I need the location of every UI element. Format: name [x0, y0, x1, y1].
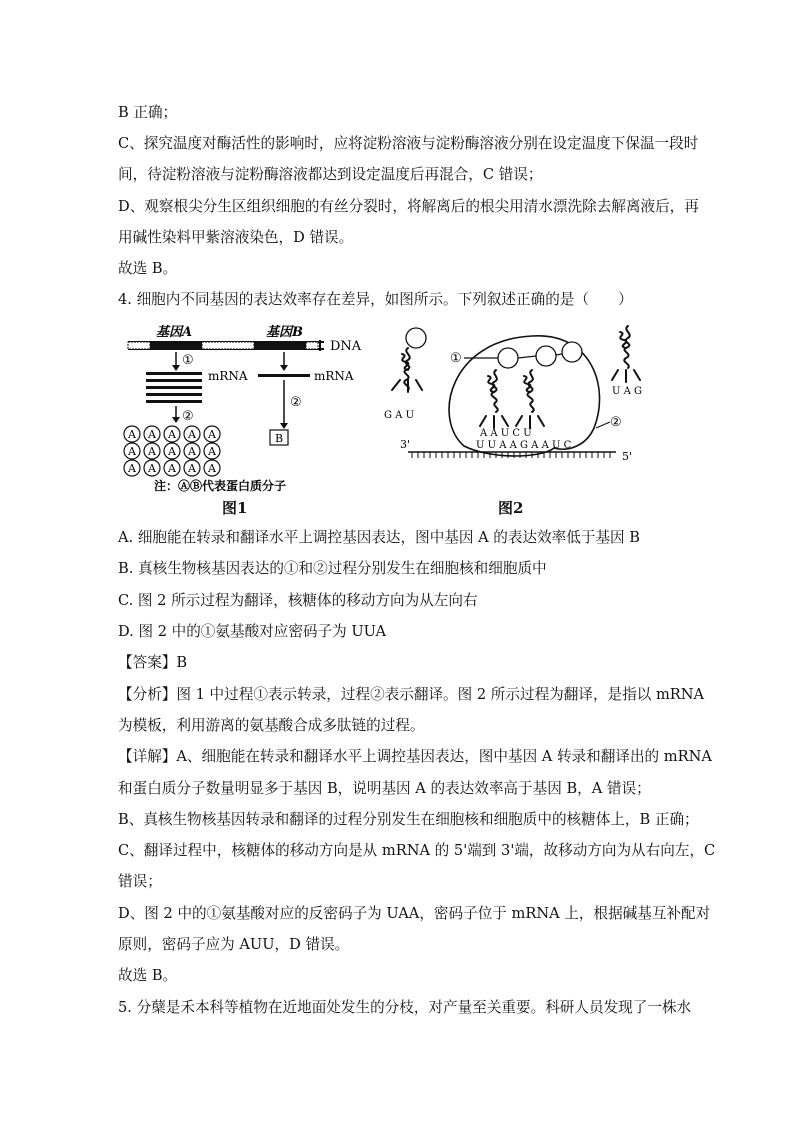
protein-a-letter: A: [128, 462, 136, 475]
dna-label: DNA: [330, 339, 362, 354]
answer-line: 【答案】B: [118, 654, 188, 671]
text-line: 用碱性染料甲紫溶液染色，D 错误。: [118, 229, 354, 246]
mrna-sequence: U U A A G A A U C: [476, 440, 572, 451]
mrna-a-strands: [146, 372, 202, 403]
figure-1-gene-expression: [118, 322, 368, 494]
text-line: 间，待淀粉溶液与淀粉酶溶液都达到设定温度后再混合，C 错误；: [118, 166, 543, 183]
question-4-stem: 4. 细胞内不同基因的表达效率存在差异，如图所示。下列叙述正确的是（ ）: [118, 291, 633, 308]
protein-a-letter: A: [148, 428, 156, 441]
end-5-label: 5': [622, 450, 633, 463]
detail-line: 【详解】A、细胞能在转录和翻译水平上调控基因表达，图中基因 A 转录和翻译出的 mRNA: [118, 748, 712, 765]
gene-a-label: 基因A: [156, 325, 193, 340]
label-2: ②: [610, 415, 622, 430]
text-line: B 正确；: [118, 104, 178, 121]
anticodon-pair: A A U C U: [480, 428, 532, 439]
option-b: B. 真核生物核基因表达的①和②过程分别发生在细胞核和细胞质中: [118, 560, 547, 577]
protein-a-letter: A: [208, 462, 216, 475]
option-c: C. 图 2 所示过程为翻译，核糖体的移动方向为从左向右: [118, 592, 478, 609]
protein-a-letter: A: [188, 462, 196, 475]
text-line: D、观察根尖分生区组织细胞的有丝分裂时，将解离后的根尖用清水漂洗除去解离液后，再: [118, 198, 699, 215]
conclusion-line: 故选 B。: [118, 967, 178, 984]
protein-a-letter: A: [188, 445, 196, 458]
protein-a-letter: A: [128, 428, 136, 441]
protein-a-letter: A: [208, 428, 216, 441]
detail-line: D、图 2 中的①氨基酸对应的反密码子为 UAA，密码子位于 mRNA 上，根据碱基互补配对: [118, 905, 711, 922]
step-2b-label: ②: [290, 395, 302, 410]
text-line: 故选 B。: [118, 260, 178, 277]
text-line: C、探究温度对酶活性的影响时，应将淀粉溶液与淀粉酶溶液分别在设定温度下保温一段时: [118, 135, 699, 152]
mrna-b-label: mRNA: [314, 369, 354, 383]
detail-line: 和蛋白质分子数量明显多于基因 B，说明基因 A 的表达效率高于基因 B，A 错误；: [118, 780, 651, 797]
label-1: ①: [450, 351, 462, 366]
protein-a-letter: A: [148, 462, 156, 475]
svg-text:B: B: [274, 432, 284, 445]
protein-a-letter: A: [128, 445, 136, 458]
anticodon-left: G A U: [384, 410, 414, 421]
protein-a-molecules: [124, 426, 220, 476]
mrna-a-label: mRNA: [208, 369, 248, 383]
protein-a-letter: A: [168, 445, 176, 458]
analysis-line: 【分析】图 1 中过程①表示转录，过程②表示翻译。图 2 所示过程为翻译，是指以 mRNA: [118, 686, 705, 703]
anticodon-right: U A G: [612, 386, 642, 397]
dna-strand: [128, 340, 324, 351]
protein-a-letter: A: [168, 428, 176, 441]
figure-1-note: 注：ⒶⒷ代表蛋白质分子: [154, 479, 287, 493]
end-3-label: 3': [400, 438, 411, 451]
gene-b-label: 基因B: [266, 325, 303, 340]
detail-line: C、翻译过程中，核糖体的移动方向是从 mRNA 的 5'端到 3'端，故移动方向为从右向左，C: [118, 842, 716, 859]
detail-line: 错误；: [118, 873, 162, 890]
option-d: D. 图 2 中的①氨基酸对应密码子为 UUA: [118, 623, 387, 640]
analysis-line: 为模板，利用游离的氨基酸合成多肽链的过程。: [118, 717, 425, 734]
step-1-label: ①: [182, 353, 194, 368]
option-a: A. 细胞能在转录和翻译水平上调控基因表达，图中基因 A 的表达效率低于基因 B: [118, 529, 641, 546]
protein-a-letter: A: [188, 428, 196, 441]
figure-2-caption: 图2: [498, 499, 524, 517]
detail-line: 原则，密码子应为 AUU，D 错误。: [118, 936, 350, 953]
step-2a-label: ②: [182, 409, 194, 424]
protein-a-letter: A: [148, 445, 156, 458]
mrna-b-strand: [258, 374, 310, 377]
protein-a-letter: A: [208, 445, 216, 458]
figure-2-translation: [372, 318, 654, 480]
detail-line: B、真核生物核基因转录和翻译的过程分别发生在细胞核和细胞质中的核糖体上，B 正确；: [118, 811, 699, 828]
protein-a-letter: A: [168, 462, 176, 475]
figure-1-caption: 图1: [222, 499, 248, 517]
question-5-stem: 5. 分蘖是禾本科等植物在近地面处发生的分枝，对产量至关重要。科研人员发现了一株水: [118, 999, 692, 1016]
